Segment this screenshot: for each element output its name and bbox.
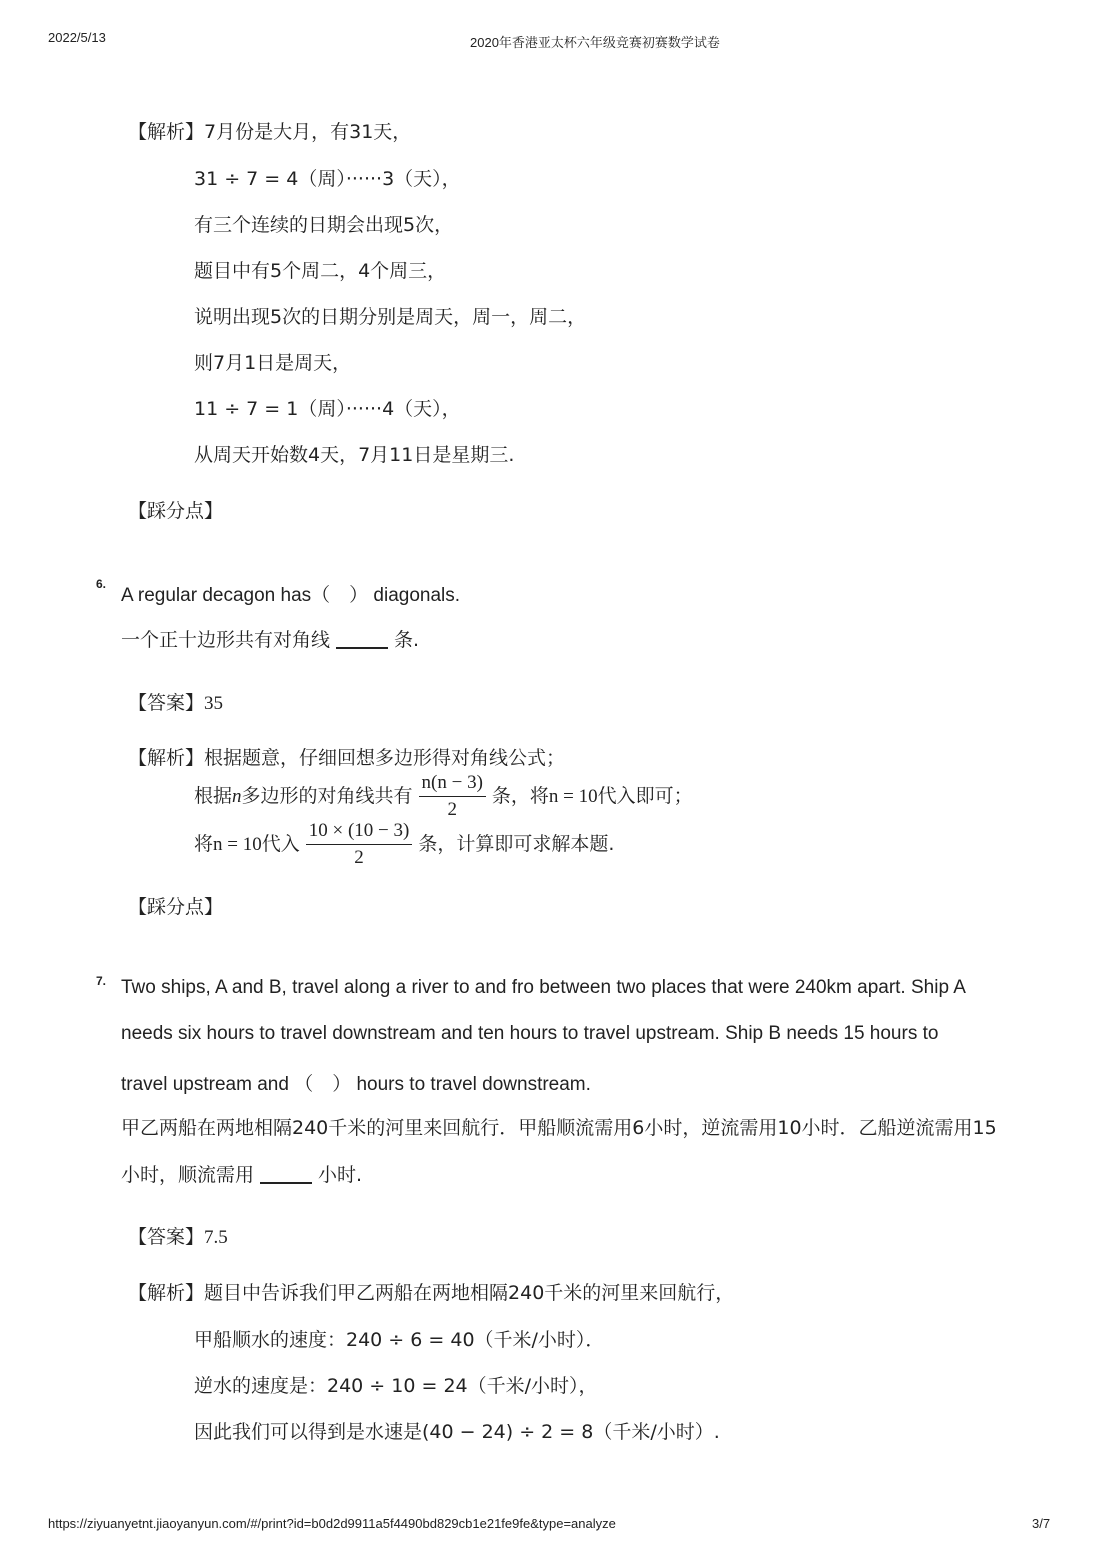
q7-answer-tag: 【答案】 (128, 1226, 205, 1248)
q6-fraction-calc (306, 820, 413, 869)
q6-analysis-header (128, 743, 565, 770)
fraction-numerator: n(n − 3) (421, 772, 483, 793)
q7-analysis-first: 题目中告诉我们甲乙两船在两地相隔240千米的河里来回航行， (204, 1282, 735, 1304)
footer-page-number: 3/7 (1032, 1516, 1051, 1531)
q7-analysis-line: 因此我们可以得到是水速是(40 − 24) ÷ 2 = 8（千米/小时）. (194, 1421, 720, 1443)
q5-analysis-line: 从周天开始数4天，7月11日是星期三. (194, 444, 515, 466)
q7-analysis-header (128, 1278, 734, 1305)
q7-english-line: travel upstream and （ ） hours to travel downstream. (121, 1074, 591, 1095)
q6-text: 将 (194, 833, 214, 855)
q6-answer-blank (336, 646, 388, 649)
q5-analysis-line: 有三个连续的日期会出现5次， (194, 214, 454, 236)
q6-text: 代入即可； (597, 785, 693, 807)
q7-analysis-tag: 【解析】 (128, 1282, 205, 1304)
footer-url: https://ziyuanyetnt.jiaoyanyun.com/#/print?id=b0d2d9911a5f4490bd829cb1e21fe9fe&type=analyze (48, 1516, 616, 1531)
fraction-numerator: 10 × (10 − 3) (308, 820, 410, 841)
q6-analysis-first: 根据题意，仔细回想多边形得对角线公式； (204, 747, 566, 769)
q7-english-line: Two ships, A and B, travel along a river to and fro between two places that were 240km apart. Ship A (121, 977, 966, 998)
q6-chinese-after: 条. (394, 629, 420, 651)
q7-english-line: needs six hours to travel downstream and ten hours to travel upstream. Ship B needs 15 hours to (121, 1023, 939, 1044)
q7-analysis-line: 甲船顺水的速度：240 ÷ 6 = 40（千米/小时）． (194, 1329, 605, 1351)
fraction-denominator: 2 (306, 844, 413, 869)
q6-answer-tag: 【答案】 (128, 692, 205, 714)
q7-chinese-line: 甲乙两船在两地相隔240千米的河里来回航行．甲船顺流需用6小时，逆流需用10小时．乙船逆流需用15 (121, 1117, 997, 1139)
q6-text: 条，将 (491, 785, 549, 807)
q7-answer-value: 7.5 (204, 1227, 228, 1248)
q6-english: A regular decagon has（ ） diagonals. (121, 585, 461, 606)
q5-analysis-line: 则7月1日是周天， (194, 352, 352, 374)
q6-analysis-tag: 【解析】 (128, 747, 205, 769)
header-title: 2020年香港亚太杯六年级竞赛初赛数学试卷 (470, 35, 720, 50)
q7-answer-row (128, 1222, 228, 1249)
header-date: 2022/5/13 (48, 30, 106, 45)
q6-analysis-calc-line (194, 820, 614, 869)
q6-text: 根据 (194, 785, 233, 807)
q6-equation: n = 10 (213, 834, 262, 855)
q6-text: 多边形的对角线共有 (241, 785, 413, 807)
q7-chinese-after: 小时. (318, 1164, 363, 1186)
q6-number: 6. (96, 577, 107, 591)
q7-chinese-before: 小时，顺流需用 (121, 1164, 255, 1186)
q5-analysis-line: 31 ÷ 7 = 4（周）······3（天）， (194, 168, 461, 190)
q6-text: 条，计算即可求解本题. (418, 833, 615, 855)
fraction-denominator: 2 (419, 796, 486, 821)
q5-analysis-tag: 【解析】 (128, 121, 205, 143)
q7-number: 7. (96, 974, 107, 988)
q7-analysis-line: 逆水的速度是：240 ÷ 10 = 24（千米/小时）， (194, 1375, 598, 1397)
q7-answer-blank (260, 1181, 312, 1184)
q6-text: 代入 (261, 833, 300, 855)
q6-chinese (121, 625, 419, 652)
q5-analysis-line: 11 ÷ 7 = 1（周）······4（天）， (194, 398, 461, 420)
q6-chinese-before: 一个正十边形共有对角线 (121, 629, 331, 651)
q6-points-tag: 【踩分点】 (128, 896, 224, 918)
q5-analysis-line: 题目中有5个周二，4个周三， (194, 260, 447, 282)
q5-points-tag: 【踩分点】 (128, 500, 224, 522)
q5-analysis-first: 7月份是大月，有31天， (204, 121, 412, 143)
q6-fraction-diagonals (419, 772, 486, 821)
q6-variable: n (232, 786, 242, 807)
q5-analysis-header (128, 117, 411, 144)
q6-analysis-formula-line (194, 772, 693, 821)
q7-chinese-line2 (121, 1160, 362, 1187)
q6-equation: n = 10 (548, 786, 598, 807)
q5-analysis-line: 说明出现5次的日期分别是周天，周一，周二， (194, 306, 587, 328)
q6-answer-value: 35 (204, 693, 224, 714)
q6-answer-row (128, 688, 223, 715)
